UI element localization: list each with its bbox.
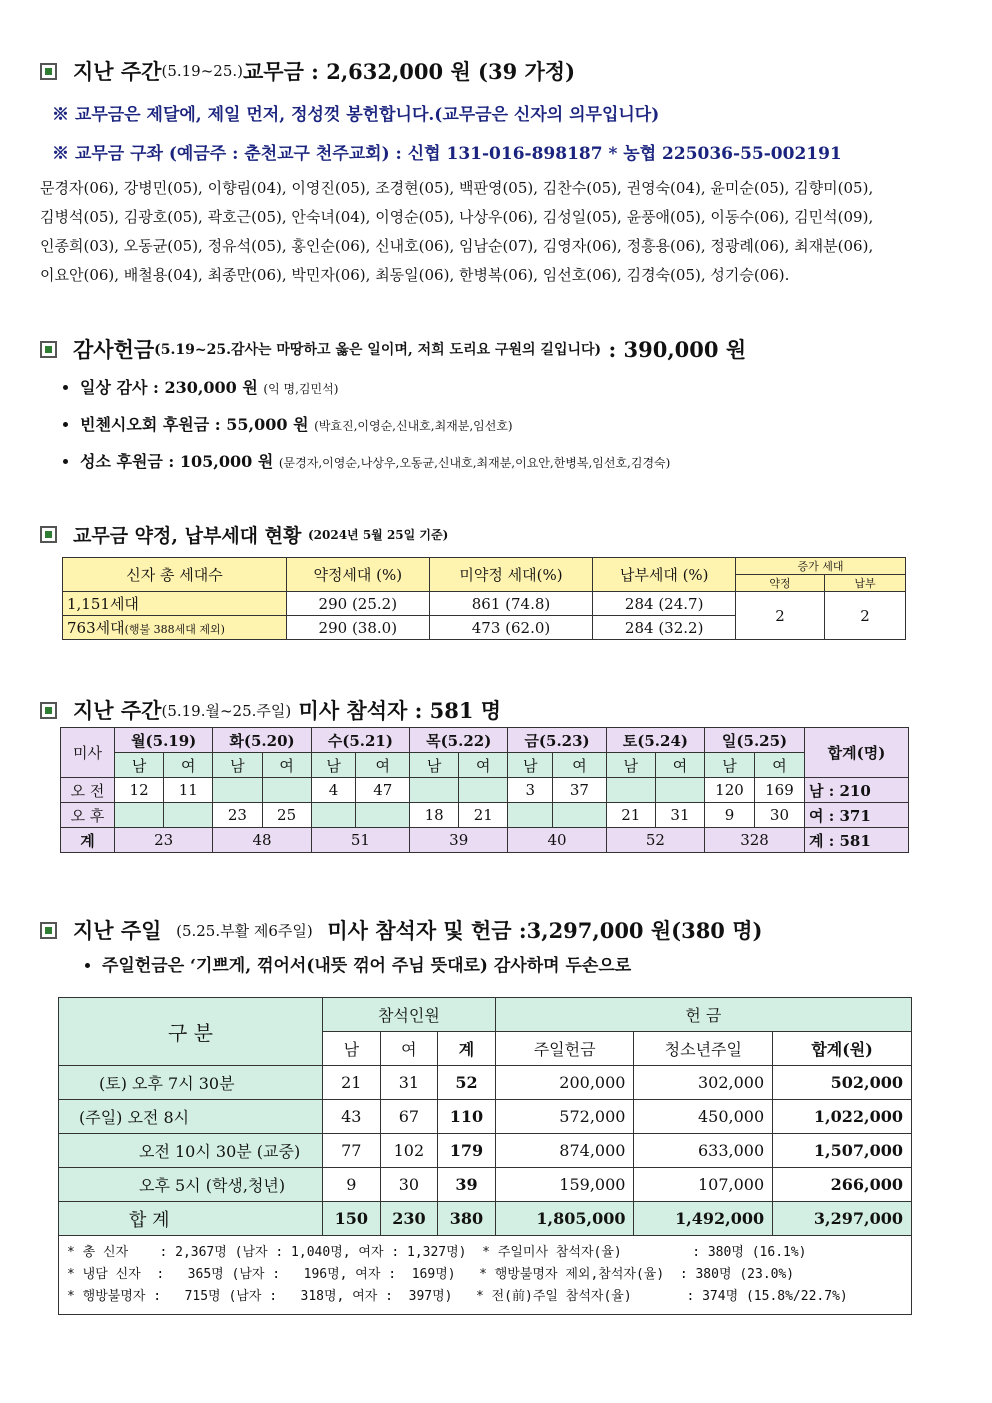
table-cell xyxy=(356,803,410,828)
table-cell: 남 : 210 xyxy=(805,778,909,803)
table-cell: 토(5.24) xyxy=(606,728,704,753)
offering-section xyxy=(40,56,952,290)
table-row xyxy=(59,1202,912,1236)
table-cell: 107,000 xyxy=(634,1168,773,1202)
table-cell: 47 xyxy=(356,778,410,803)
mass-attendance-section xyxy=(40,695,952,725)
table-cell: 계 : 581 xyxy=(805,828,909,853)
table-cell xyxy=(410,778,459,803)
table-cell: 450,000 xyxy=(634,1100,773,1134)
table-cell: 502,000 xyxy=(773,1066,912,1100)
table-cell: 67 xyxy=(380,1100,438,1134)
section-heading: 지난 주일 (5.25.부활 제6주일) 미사 참석자 및 헌금 :3,297,000 원(380 명) xyxy=(40,915,952,945)
table-cell: 화(5.20) xyxy=(213,728,311,753)
table-cell xyxy=(213,778,262,803)
pledge-status-section xyxy=(40,521,952,548)
table-cell xyxy=(311,803,356,828)
table-cell: 9 xyxy=(705,803,755,828)
table-cell: 328 xyxy=(705,828,805,853)
table-row xyxy=(59,1134,912,1168)
table-cell: 633,000 xyxy=(634,1134,773,1168)
table-cell: 40 xyxy=(508,828,606,853)
table-cell: 110 xyxy=(438,1100,496,1134)
table-cell: 18 xyxy=(410,803,459,828)
table-cell: 1,805,000 xyxy=(495,1202,634,1236)
table-cell: 합계(원) xyxy=(773,1032,912,1066)
table-cell: 290 (25.2) xyxy=(287,592,430,616)
table-cell: 오 후 xyxy=(61,803,115,828)
list-item: • 일상 감사 : 230,000 원 (익 명,김민석) xyxy=(80,370,952,407)
table-cell: 302,000 xyxy=(634,1066,773,1100)
section-heading: 지난 주간 (5.19.월~25.주일) 미사 참석자 : 581 명 xyxy=(40,695,952,725)
table-row xyxy=(59,1100,912,1134)
table-cell: 남 xyxy=(213,753,262,778)
table-cell: 39 xyxy=(438,1168,496,1202)
table-cell: 약정세대 (%) xyxy=(287,558,430,592)
table-cell: 여 xyxy=(164,753,213,778)
sunday-section xyxy=(40,915,952,984)
table-cell: 1,151세대 xyxy=(63,592,287,616)
table-cell: 31 xyxy=(380,1066,438,1100)
table-cell: 3 xyxy=(508,778,553,803)
table-cell: 증가 세대 xyxy=(736,558,906,575)
table-cell: 11 xyxy=(164,778,213,803)
table-cell: 여 xyxy=(754,753,804,778)
table-cell: (토) 오후 7시 30분 xyxy=(59,1066,323,1100)
table-row xyxy=(63,592,906,616)
table-cell: 77 xyxy=(323,1134,381,1168)
table-cell: 여 xyxy=(380,1032,438,1066)
table-row xyxy=(61,803,909,828)
table-cell: 473 (62.0) xyxy=(429,616,593,640)
table-cell: 200,000 xyxy=(495,1066,634,1100)
table-cell: 남 xyxy=(311,753,356,778)
table-cell: 목(5.22) xyxy=(410,728,508,753)
table-row xyxy=(59,1168,912,1202)
table-cell: 284 (24.7) xyxy=(593,592,736,616)
table-cell: 1,492,000 xyxy=(634,1202,773,1236)
sunday-note xyxy=(40,949,952,984)
thanks-offering-section xyxy=(40,334,952,481)
table-cell xyxy=(606,778,655,803)
table-cell: (주일) 오전 8시 xyxy=(59,1100,323,1134)
table-cell: 금(5.23) xyxy=(508,728,606,753)
table-cell: 37 xyxy=(553,778,607,803)
table-row xyxy=(61,778,909,803)
table-cell xyxy=(553,803,607,828)
table-cell: 572,000 xyxy=(495,1100,634,1134)
table-cell: 주일헌금 xyxy=(495,1032,634,1066)
table-cell: 납부 xyxy=(825,575,906,592)
weekly-mass-table xyxy=(60,727,909,853)
table-row xyxy=(61,828,909,853)
table-cell: 23 xyxy=(115,828,213,853)
table-cell: 여 : 371 xyxy=(805,803,909,828)
table-cell: 오전 10시 30분 (교중) xyxy=(59,1134,323,1168)
square-bullet-icon xyxy=(40,526,57,543)
table-cell: 계 xyxy=(438,1032,496,1066)
table-cell: 21 xyxy=(323,1066,381,1100)
table-cell xyxy=(262,778,311,803)
section-heading: 감사헌금 (5.19~25.감사는 마땅하고 옳은 일이며, 저희 도리요 구원의 길입니다) : 390,000 원 xyxy=(40,334,952,364)
table-cell: 861 (74.8) xyxy=(429,592,593,616)
table-cell: 21 xyxy=(459,803,508,828)
table-cell: 미약정 세대(%) xyxy=(429,558,593,592)
table-cell: 51 xyxy=(311,828,409,853)
table-cell: 4 xyxy=(311,778,356,803)
square-bullet-icon xyxy=(40,922,57,939)
table-cell: 수(5.21) xyxy=(311,728,409,753)
table-cell: 1,022,000 xyxy=(773,1100,912,1134)
table-cell: 구 분 xyxy=(59,998,323,1066)
table-cell: 763세대(행불 388세대 제외) xyxy=(63,616,287,640)
table-cell: 23 xyxy=(213,803,262,828)
square-bullet-icon xyxy=(40,341,57,358)
table-cell: 9 xyxy=(323,1168,381,1202)
list-item: • 주일헌금은 ‘기쁘게, 꺾어서(내뜻 꺾어 주님 뜻대로) 감사하며 두손으로 xyxy=(102,949,952,984)
table-cell: 120 xyxy=(705,778,755,803)
table-cell: 169 xyxy=(754,778,804,803)
table-cell: 230 xyxy=(380,1202,438,1236)
table-cell: 2 xyxy=(825,592,906,640)
table-cell: 43 xyxy=(323,1100,381,1134)
table-cell: 여 xyxy=(459,753,508,778)
table-cell: 1,507,000 xyxy=(773,1134,912,1168)
table-cell: 여 xyxy=(553,753,607,778)
table-cell: 남 xyxy=(115,753,164,778)
table-cell: 3,297,000 xyxy=(773,1202,912,1236)
table-cell: 25 xyxy=(262,803,311,828)
table-cell: 여 xyxy=(655,753,704,778)
table-cell xyxy=(655,778,704,803)
table-row xyxy=(59,1066,912,1100)
table-cell: 월(5.19) xyxy=(115,728,213,753)
table-cell: 874,000 xyxy=(495,1134,634,1168)
table-cell: 합 계 xyxy=(59,1202,323,1236)
table-cell: 290 (38.0) xyxy=(287,616,430,640)
table-cell: 헌 금 xyxy=(495,998,911,1032)
table-cell: 102 xyxy=(380,1134,438,1168)
table-cell: 21 xyxy=(606,803,655,828)
table-cell: 2 xyxy=(736,592,825,640)
table-cell: 39 xyxy=(410,828,508,853)
table-cell: 52 xyxy=(606,828,704,853)
pledge-table xyxy=(62,557,906,640)
list-item: • 빈첸시오회 후원금 : 55,000 원 (박효진,이영순,신내호,최재분,임선호) xyxy=(80,407,952,444)
table-cell: 12 xyxy=(115,778,164,803)
table-cell: 계 xyxy=(61,828,115,853)
section-heading: 교무금 약정, 납부세대 현황 (2024년 5월 25일 기준) xyxy=(40,521,952,548)
footnotes: * 총 신자 : 2,367명 (남자 : 1,040명, 여자 : 1,327명) * 주일미사 참석자(율) : 380명 (16.1%) * 냉담 신자 : 365명 (남자 : 196명, 여자 : 169명) * 행방불명자 제외,참석자(율) : 380명 (23.0%) * 행방불명자 : 715명 (남자 : 318명, 여자 : 397명) * 전(前)주일 참석자(율) : 374명 (15.8%/22.7%) xyxy=(59,1236,912,1315)
table-cell: 남 xyxy=(410,753,459,778)
table-cell: 남 xyxy=(606,753,655,778)
table-cell: 오 전 xyxy=(61,778,115,803)
table-cell: 159,000 xyxy=(495,1168,634,1202)
notice-account: ※ 교무금 구좌 (예금주 : 춘천교구 천주교회) : 신협 131-016-898187 * 농협 225036-55-002191 xyxy=(52,144,842,164)
table-cell: 380 xyxy=(438,1202,496,1236)
table-cell: 합계(명) xyxy=(805,728,909,778)
table-cell: 오후 5시 (학생,청년) xyxy=(59,1168,323,1202)
donor-names: 문경자(06), 강병민(05), 이향림(04), 이영진(05), 조경현(05), 백판영(05), 김찬수(05), 권영숙(04), 윤미순(05), 김향미(05), 김병석(05), 김광호(05), 곽호근(05), 안숙녀(04), 이영순(05), 나상우(06), 김성일(05), 윤풍애(05), 이동수(06), 김민석(09), 인종희(03), 오동균(05), 정유석(05), 홍인순(06), 신내호(06), 임남순(07), 김영자(06), 정흥용(06), 정광례(06), 최재분(06), 이요안(06), 배철용(04), 최종만(06), 박민자(06), 최동일(06), 한병복(06), 임선호(06), 김경숙(05), 성기승(06). xyxy=(40,179,874,284)
table-cell: 미사 xyxy=(61,728,115,778)
table-cell: 30 xyxy=(754,803,804,828)
table-cell: 일(5.25) xyxy=(705,728,805,753)
square-bullet-icon xyxy=(40,63,57,80)
table-cell: 납부세대 (%) xyxy=(593,558,736,592)
table-cell: 참석인원 xyxy=(323,998,496,1032)
table-cell xyxy=(508,803,553,828)
table-cell xyxy=(115,803,164,828)
table-cell: 52 xyxy=(438,1066,496,1100)
table-cell: 약정 xyxy=(736,575,825,592)
square-bullet-icon xyxy=(40,702,57,719)
offering-list xyxy=(40,370,952,481)
table-cell: 여 xyxy=(262,753,311,778)
table-cell: 150 xyxy=(323,1202,381,1236)
table-cell: 31 xyxy=(655,803,704,828)
table-cell: 266,000 xyxy=(773,1168,912,1202)
table-cell: 남 xyxy=(323,1032,381,1066)
table-cell: 남 xyxy=(705,753,755,778)
table-cell: 179 xyxy=(438,1134,496,1168)
sunday-offering-table xyxy=(58,997,912,1315)
section-heading: 지난 주간 (5.19~25.) 교무금 : 2,632,000 원 (39 가정) xyxy=(40,56,952,86)
table-cell: 284 (32.2) xyxy=(593,616,736,640)
table-cell: 남 xyxy=(508,753,553,778)
table-cell: 30 xyxy=(380,1168,438,1202)
notice-1: ※ 교무금은 제달에, 제일 먼저, 정성껏 봉헌합니다.(교무금은 신자의 의무입니다) xyxy=(52,105,660,125)
table-cell: 청소년주일 xyxy=(634,1032,773,1066)
list-item: • 성소 후원금 : 105,000 원 (문경자,이영순,나상우,오동균,신내호,최재분,이요안,한병복,임선호,김경숙) xyxy=(80,444,952,481)
table-cell xyxy=(459,778,508,803)
table-cell: 48 xyxy=(213,828,311,853)
table-cell: 신자 총 세대수 xyxy=(63,558,287,592)
table-cell: 여 xyxy=(356,753,410,778)
table-cell xyxy=(164,803,213,828)
